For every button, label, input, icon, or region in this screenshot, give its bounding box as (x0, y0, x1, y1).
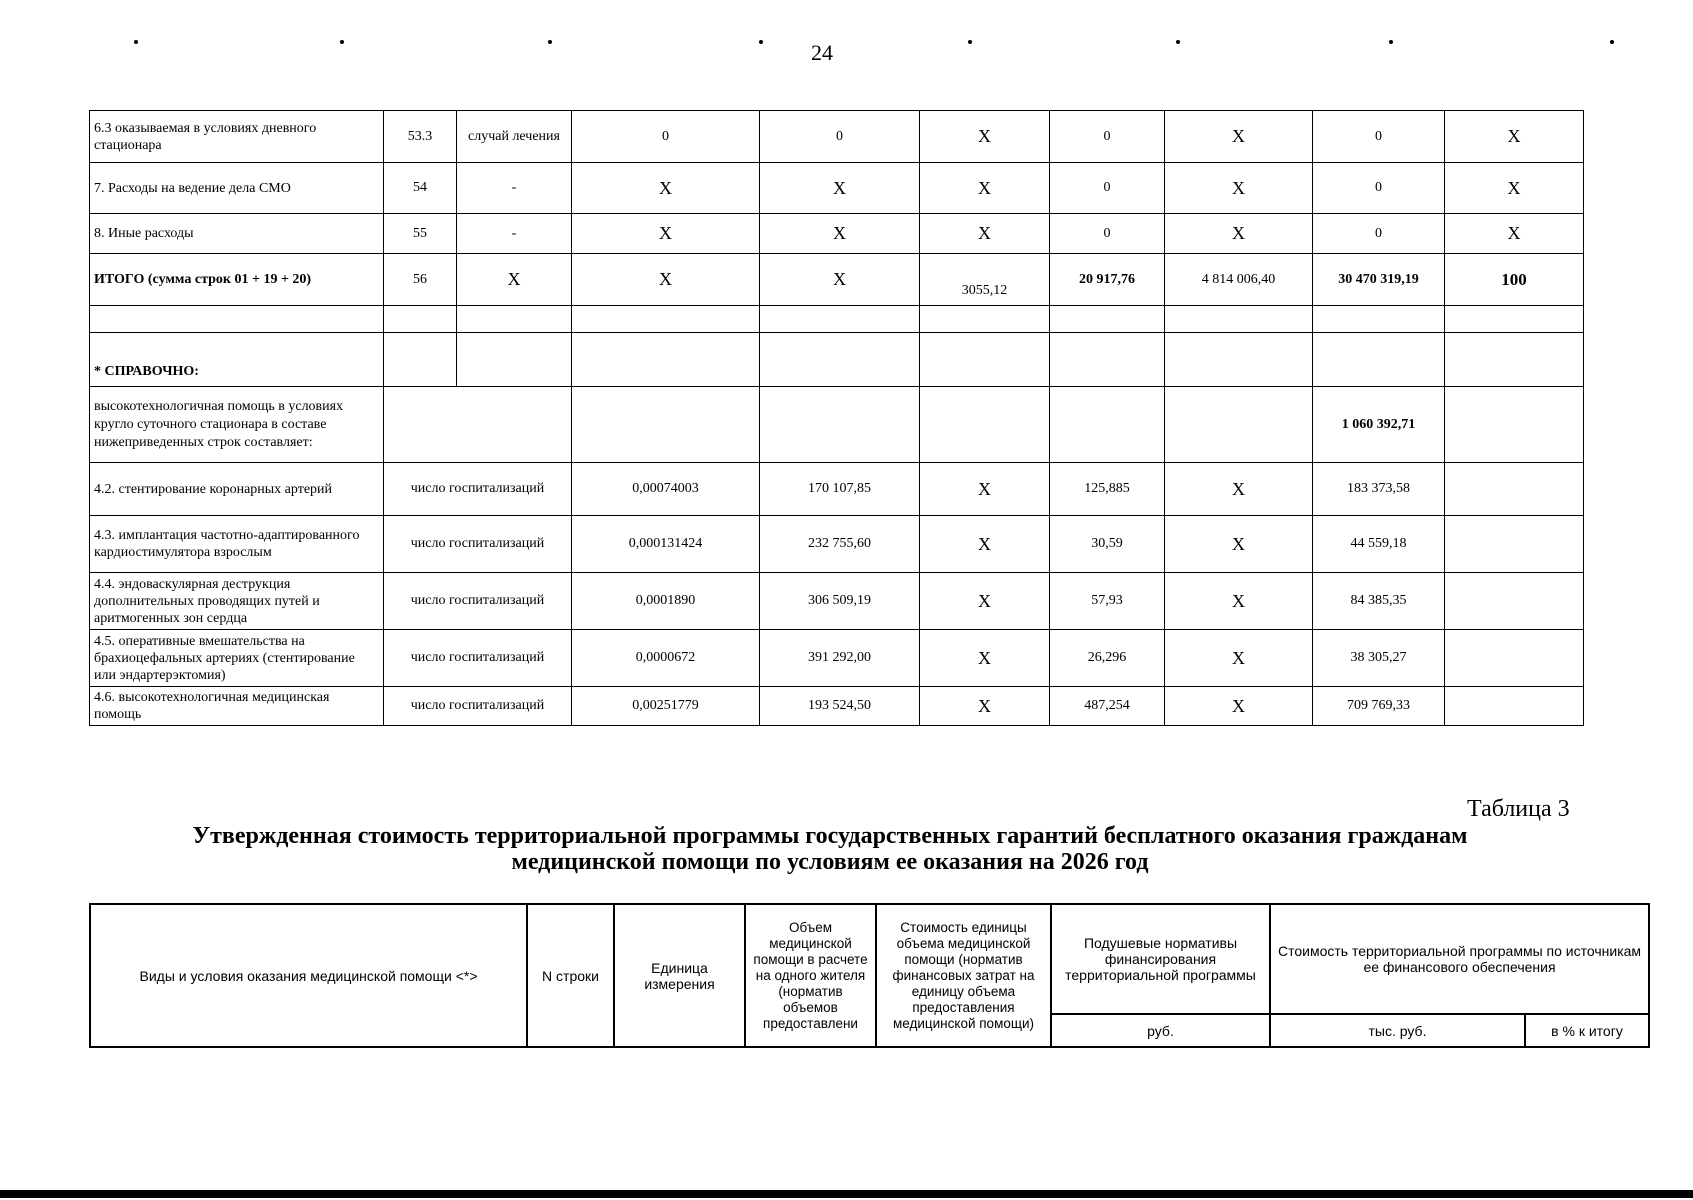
row-unit: число госпитализаций (384, 516, 572, 573)
table-row (90, 573, 1584, 630)
cell: X (760, 163, 920, 214)
cell: X (920, 163, 1050, 214)
cell: 0 (572, 111, 760, 163)
row-line: 53.3 (384, 111, 457, 163)
cell: X (1165, 573, 1313, 630)
row-name: ИТОГО (сумма строк 01 + 19 + 20) (90, 254, 384, 306)
header-volume: Объем медицинской помощи в расчете на одного жителя (норматив объемов предоставлени (745, 904, 876, 1047)
cell: 487,254 (1050, 687, 1165, 726)
cell: 20 917,76 (1050, 254, 1165, 306)
row-unit: - (457, 163, 572, 214)
row-name: 6.3 оказываемая в условиях дневного стационара (90, 111, 384, 163)
cell: X (760, 214, 920, 254)
cell: 0 (760, 111, 920, 163)
table-row (90, 111, 1584, 163)
page-number: 24 (811, 40, 833, 65)
cell: 57,93 (1050, 573, 1165, 630)
cell: 38 305,27 (1313, 630, 1445, 687)
row-name: 4.3. имплантация частотно-адаптированного кардиостимулятора взрослым (90, 516, 384, 573)
cell: X (1165, 163, 1313, 214)
cell: 0,0000672 (572, 630, 760, 687)
table-3-title: Утвержденная стоимость территориальной программы государственных гарантий бесплатного оказания гражданам медицинской помощи по условиям ее оказания на 2026 год (192, 823, 1468, 875)
table-row (90, 516, 1584, 573)
header-percent: в % к итогу (1525, 1014, 1649, 1047)
cell: 170 107,85 (760, 463, 920, 516)
cell: X (920, 214, 1050, 254)
cell: 100 (1445, 254, 1584, 306)
reference-row (90, 333, 1584, 387)
row-unit: число госпитализаций (384, 630, 572, 687)
header-unit: Единица измерения (614, 904, 745, 1047)
cell: 232 755,60 (760, 516, 920, 573)
cell: X (920, 630, 1050, 687)
row-name: 8. Иные расходы (90, 214, 384, 254)
cell: X (1165, 111, 1313, 163)
table-row (90, 687, 1584, 726)
hitech-row (90, 387, 1584, 463)
table-3-label: Таблица 3 (1467, 796, 1570, 822)
cell: 0,00074003 (572, 463, 760, 516)
reference-label: * СПРАВОЧНО: (90, 333, 384, 387)
cell: 44 559,18 (1313, 516, 1445, 573)
cell: 30 470 319,19 (1313, 254, 1445, 306)
cell: X (1165, 214, 1313, 254)
row-name: 4.5. оперативные вмешательства на брахиоцефальных артериях (стентирование или эндартерэктомия) (90, 630, 384, 687)
cell: 183 373,58 (1313, 463, 1445, 516)
cell: 0,0001890 (572, 573, 760, 630)
empty-row (90, 306, 1584, 333)
cell: X (1445, 163, 1584, 214)
header-line: N строки (527, 904, 614, 1047)
cell: 84 385,35 (1313, 573, 1445, 630)
header-rub: руб. (1051, 1014, 1270, 1047)
cell: X (572, 214, 760, 254)
cell: X (1165, 516, 1313, 573)
cell: 1 060 392,71 (1313, 387, 1445, 463)
row-unit: число госпитализаций (384, 573, 572, 630)
row-line: 54 (384, 163, 457, 214)
header-total: Стоимость территориальной программы по источникам ее финансового обеспечения (1270, 904, 1649, 1014)
cell: X (920, 573, 1050, 630)
cell: X (920, 111, 1050, 163)
table-row (90, 214, 1584, 254)
row-name: 4.6. высокотехнологичная медицинская помощь (90, 687, 384, 726)
page-dots (0, 40, 1693, 50)
table-row (90, 163, 1584, 214)
header-per-capita: Подушевые нормативы финансирования территориальной программы (1051, 904, 1270, 1014)
cell: X (1445, 111, 1584, 163)
row-name: высокотехнологичная помощь в условиях кругло суточного стационара в составе нижеприведенных строк составляет: (90, 387, 384, 463)
row-unit: - (457, 214, 572, 254)
cell: 391 292,00 (760, 630, 920, 687)
cell: 4 814 006,40 (1165, 254, 1313, 306)
row-line: 55 (384, 214, 457, 254)
cell: 0 (1313, 214, 1445, 254)
row-unit: X (457, 254, 572, 306)
cell: 306 509,19 (760, 573, 920, 630)
cost-table-continued (89, 110, 1584, 726)
cell: 0 (1050, 111, 1165, 163)
cell: X (760, 254, 920, 306)
cell: 30,59 (1050, 516, 1165, 573)
table-3-header (89, 903, 1650, 1048)
cell: 0 (1313, 111, 1445, 163)
cell: 193 524,50 (760, 687, 920, 726)
row-unit: число госпитализаций (384, 687, 572, 726)
cell: 0 (1050, 214, 1165, 254)
cell: X (920, 463, 1050, 516)
table-row (90, 463, 1584, 516)
header-cost: Стоимость единицы объема медицинской помощи (норматив финансовых затрат на единицу объема предоставления медицинской помощи) (876, 904, 1051, 1047)
cell: X (572, 254, 760, 306)
cell: 0,000131424 (572, 516, 760, 573)
row-line: 56 (384, 254, 457, 306)
cell: 0 (1313, 163, 1445, 214)
header-kinds: Виды и условия оказания медицинской помощи <*> (90, 904, 527, 1047)
bottom-border (0, 1190, 1693, 1198)
row-unit: случай лечения (457, 111, 572, 163)
cell: X (920, 687, 1050, 726)
cell: 0,00251779 (572, 687, 760, 726)
row-name: 7. Расходы на ведение дела СМО (90, 163, 384, 214)
cell: X (1165, 687, 1313, 726)
total-row (90, 254, 1584, 306)
cell: X (1165, 463, 1313, 516)
cell: X (920, 516, 1050, 573)
cell: 26,296 (1050, 630, 1165, 687)
cell: X (572, 163, 760, 214)
header-thous-rub: тыс. руб. (1270, 1014, 1525, 1047)
row-name: 4.4. эндоваскулярная деструкция дополнительных проводящих путей и аритмогенных зон сердца (90, 573, 384, 630)
cell: 3055,12 (920, 254, 1050, 306)
row-name: 4.2. стентирование коронарных артерий (90, 463, 384, 516)
cell: X (1445, 214, 1584, 254)
cell: X (1165, 630, 1313, 687)
cell: 0 (1050, 163, 1165, 214)
row-unit: число госпитализаций (384, 463, 572, 516)
cell: 125,885 (1050, 463, 1165, 516)
cell: 709 769,33 (1313, 687, 1445, 726)
table-row (90, 630, 1584, 687)
